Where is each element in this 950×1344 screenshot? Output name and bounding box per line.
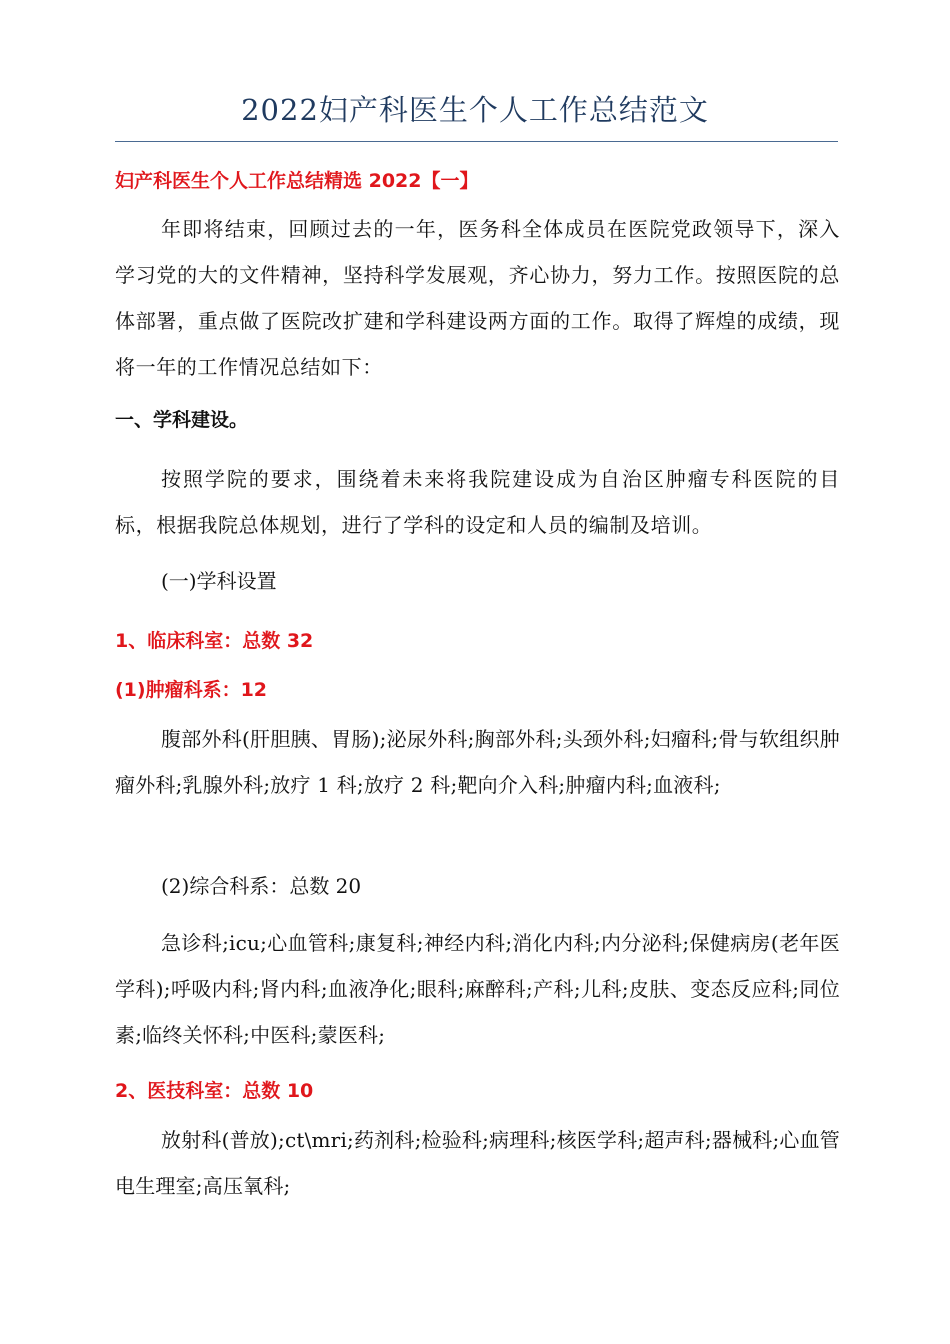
general-heading: (2)综合科系：总数 20 [161, 874, 362, 898]
part1-heading: 一、学科建设。 [115, 409, 249, 431]
part1-paragraph: 按照学院的要求，围绕着未来将我院建设成为自治区肿瘤专科医院的目标，根据我院总体规划，进行了学科的设定和人员的编制及培训。 [115, 467, 840, 537]
document-title: 2022妇产科医生个人工作总结范文 [241, 93, 709, 127]
intro-paragraph: 年即将结束，回顾过去的一年，医务科全体成员在医院党政领导下，深入学习党的大的文件精神，坚持科学发展观，齐心协力，努力工作。按照医院的总体部署，重点做了医院改扩建和学科建设两方面的工作。取得了辉煌的成绩，现将一年的工作情况总结如下： [115, 217, 840, 379]
oncology-list: 腹部外科(肝胆胰、胃肠);泌尿外科;胸部外科;头颈外科;妇瘤科;骨与软组织肿瘤外科;乳腺外科;放疗 1 科;放疗 2 科;靶向介入科;肿瘤内科;血液科; [115, 727, 840, 797]
section-heading: 妇产科医生个人工作总结精选 2022【一】 [115, 170, 479, 192]
subsection-heading: (一)学科设置 [161, 569, 277, 593]
tech-heading: 2、医技科室：总数 10 [115, 1080, 314, 1102]
general-list: 急诊科;icu;心血管科;康复科;神经内科;消化内科;内分泌科;保健病房(老年医学科);呼吸内科;肾内科;血液净化;眼科;麻醉科;产科;儿科;皮肤、变态反应科;同位素;临终关怀科;中医科;蒙医科; [115, 931, 840, 1047]
clinical-heading: 1、临床科室：总数 32 [115, 630, 314, 652]
title-divider [115, 141, 838, 142]
oncology-heading: (1)肿瘤科系：12 [115, 679, 268, 701]
tech-list: 放射科(普放);ct\mri;药剂科;检验科;病理科;核医学科;超声科;器械科;心血管电生理室;高压氧科; [115, 1128, 841, 1198]
